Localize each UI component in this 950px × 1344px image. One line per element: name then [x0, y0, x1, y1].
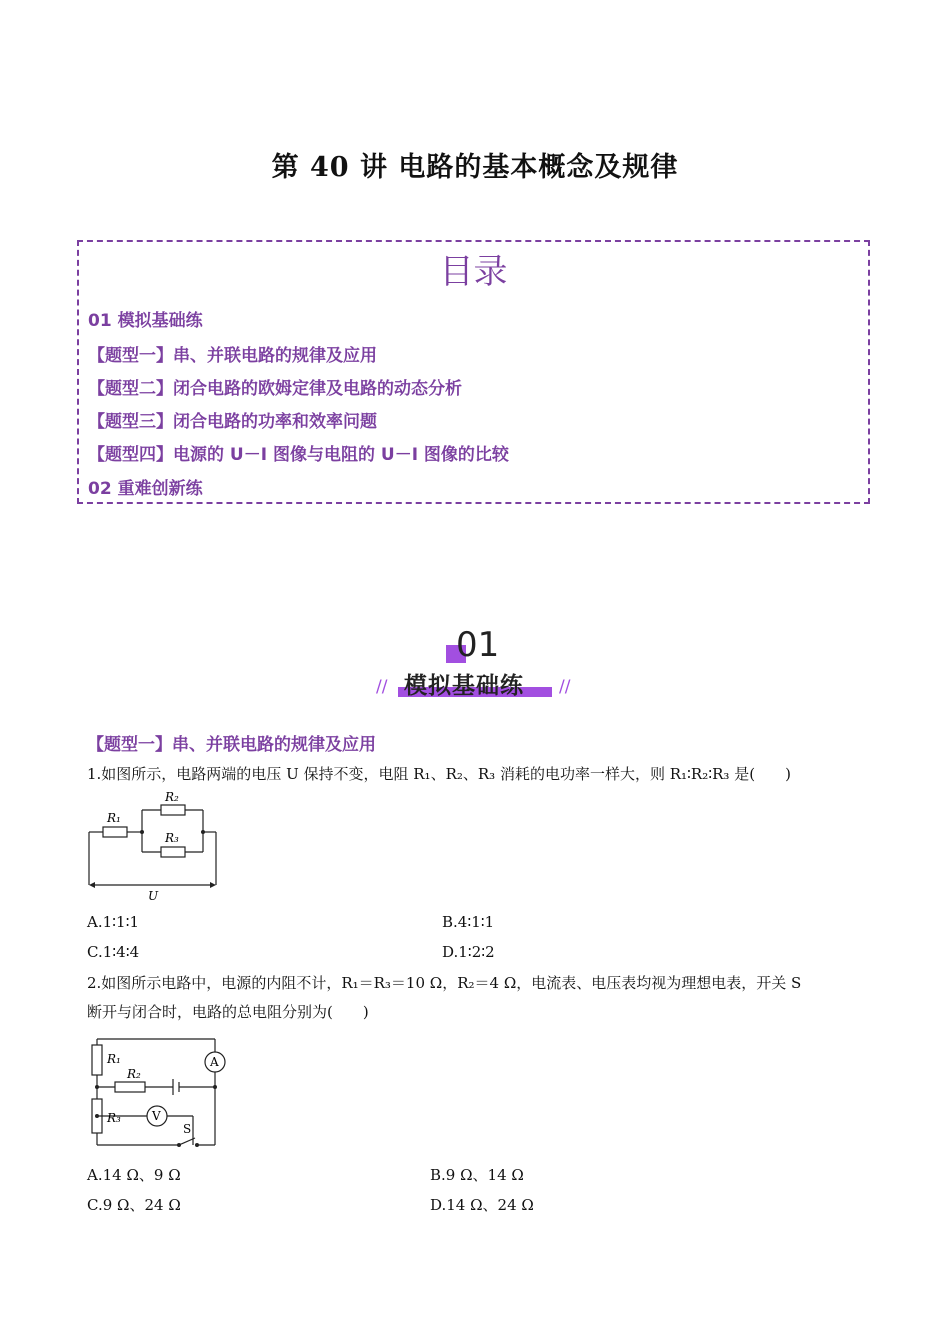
q2-option-a[interactable]: A.14 Ω、9 Ω: [87, 1166, 181, 1184]
toc-item-basic-practice[interactable]: 01 模拟基础练: [88, 311, 203, 331]
question-1-circuit-figure: [85, 790, 225, 902]
fig2-ammeter-label: A: [210, 1055, 219, 1069]
fig1-label-r2: R₂: [165, 790, 179, 804]
fig1-label-r3: R₃: [165, 831, 179, 845]
fig2-label-r2: R₂: [127, 1067, 141, 1081]
question-2-text-line-2: 断开与闭合时，电路的总电阻分别为( ): [87, 1003, 369, 1021]
question-1-text: 1.如图所示，电路两端的电压 U 保持不变，电阻 R₁、R₂、R₃ 消耗的电功率一样大，则 R₁∶R₂∶R₃ 是( ): [87, 765, 791, 783]
badge-slash-left: //: [376, 677, 388, 697]
section-heading: 【题型一】串、并联电路的规律及应用: [87, 735, 376, 755]
page-title: 第 40 讲 电路的基本概念及规律: [271, 152, 679, 183]
table-of-contents: [77, 240, 870, 504]
q2-option-d[interactable]: D.14 Ω、24 Ω: [430, 1196, 534, 1214]
badge-label: 模拟基础练: [404, 673, 524, 699]
fig2-label-r3: R₃: [107, 1111, 121, 1125]
toc-item-type-1[interactable]: 【题型一】串、并联电路的规律及应用: [88, 346, 377, 366]
q1-option-d[interactable]: D.1∶2∶2: [442, 943, 495, 961]
section-badge: [376, 625, 576, 705]
q2-option-c[interactable]: C.9 Ω、24 Ω: [87, 1196, 181, 1214]
toc-item-type-2[interactable]: 【题型二】闭合电路的欧姆定律及电路的动态分析: [88, 379, 462, 399]
q1-option-c[interactable]: C.1∶4∶4: [87, 943, 140, 961]
question-2-text-line-1: 2.如图所示电路中，电源的内阻不计，R₁＝R₃＝10 Ω，R₂＝4 Ω，电流表、电压表均视为理想电表，开关 S: [87, 974, 802, 992]
toc-item-type-3[interactable]: 【题型三】闭合电路的功率和效率问题: [88, 412, 377, 432]
badge-slash-right: //: [559, 677, 571, 697]
fig1-label-u: U: [148, 889, 159, 902]
q2-option-b[interactable]: B.9 Ω、14 Ω: [430, 1166, 524, 1184]
fig2-voltmeter-label: V: [152, 1109, 161, 1123]
q1-option-b[interactable]: B.4∶1∶1: [442, 913, 495, 931]
fig1-label-r1: R₁: [107, 811, 121, 825]
fig2-switch-label: S: [183, 1122, 192, 1136]
q1-option-a[interactable]: A.1∶1∶1: [87, 913, 140, 931]
toc-item-advanced-practice[interactable]: 02 重难创新练: [88, 479, 203, 499]
fig2-label-r1: R₁: [107, 1052, 121, 1066]
question-2-circuit-figure: [85, 1035, 235, 1150]
toc-heading: 目录: [439, 252, 508, 292]
toc-item-type-4[interactable]: 【题型四】电源的 U－I 图像与电阻的 U－I 图像的比较: [88, 445, 509, 465]
badge-number: 01: [456, 625, 500, 665]
